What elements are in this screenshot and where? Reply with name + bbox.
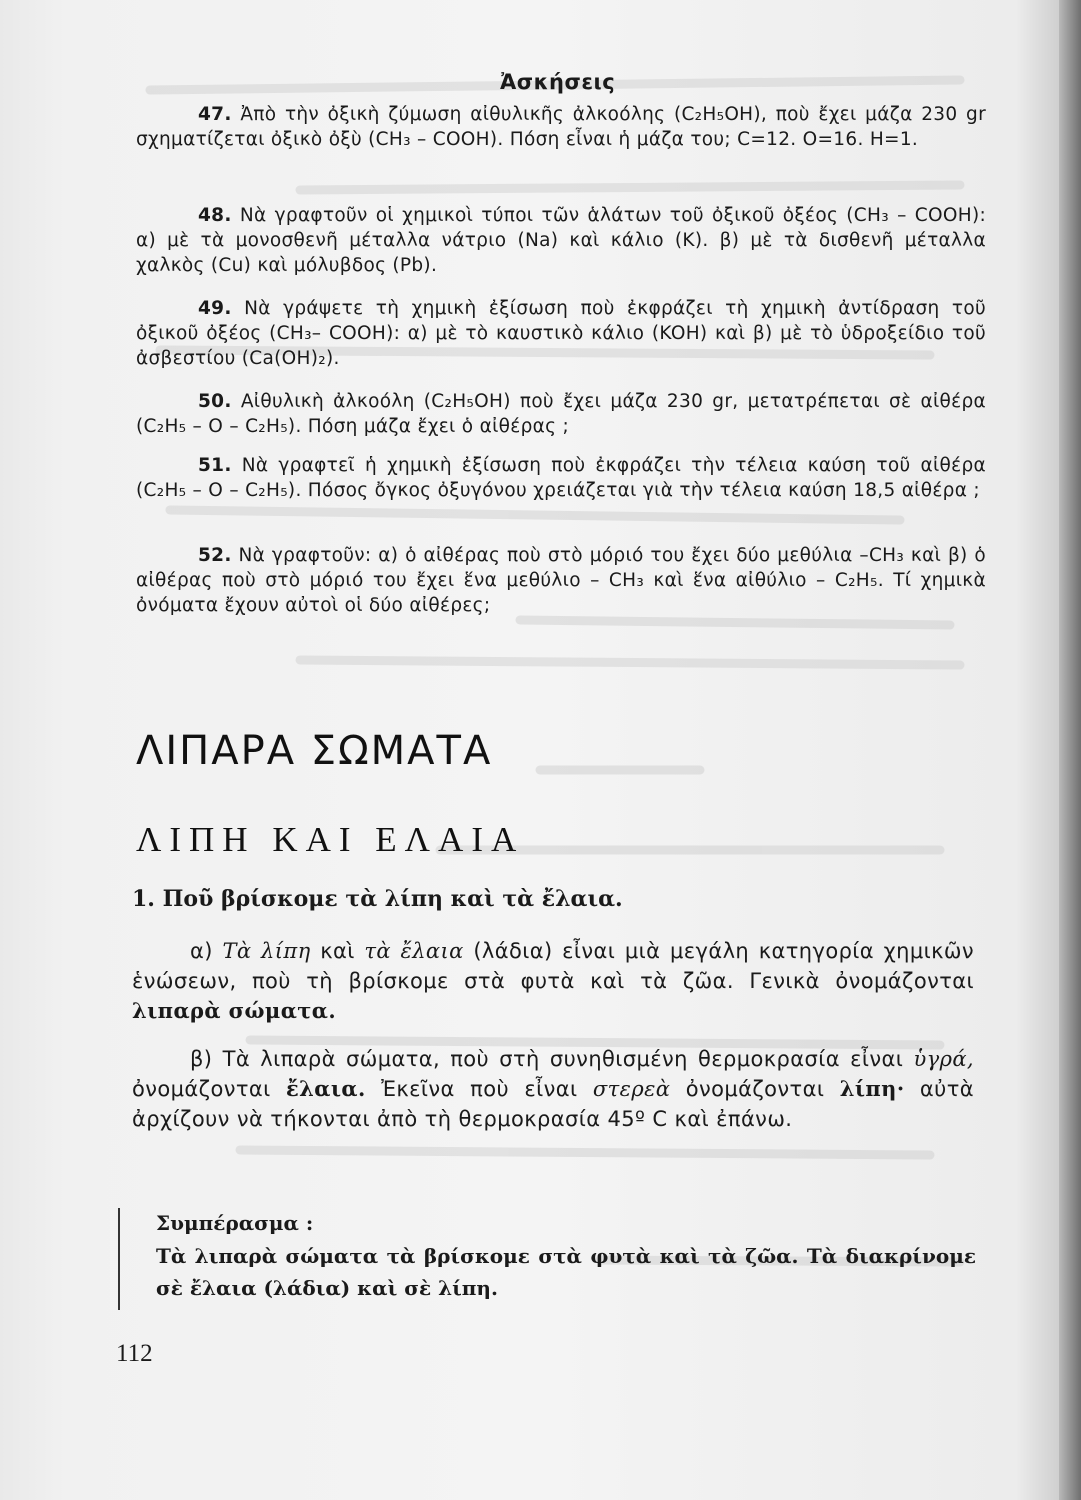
exercise-51 — [136, 453, 986, 503]
ghost-line — [240, 1150, 930, 1155]
exercise-47 — [136, 102, 986, 152]
page-number: 112 — [116, 1340, 153, 1367]
ghost-line — [170, 510, 900, 520]
paragraph-label: α) — [190, 939, 213, 963]
section-title: Ἀσκήσεις — [500, 70, 616, 94]
exercise-49 — [136, 296, 986, 371]
exercise-number: 52. — [198, 545, 232, 566]
bold-term: ἔλαια. — [286, 1076, 366, 1101]
conclusion-box — [118, 1208, 976, 1310]
chapter-title: ΛΙΠΑΡΑ ΣΩΜΑΤΑ — [136, 728, 493, 774]
paragraph-text: Τὰ λιπαρὰ σώματα, ποὺ στὴ συνηθισμένη θερμοκρασία εἶναι — [222, 1047, 904, 1071]
bold-term: λιπαρὰ σώματα. — [132, 998, 337, 1023]
exercise-text: Αἰθυλικὴ ἀλκοόλη (C₂H₅OH) ποὺ ἔχει μάζα 230 gr, μετατρέπεται σὲ αἰθέρα (C₂H₅ – O – C₂H₅). Πόση μάζα ἔχει ὁ αἰθέρας ; — [136, 391, 987, 437]
paragraph-b — [132, 1044, 974, 1134]
paragraph-text: Ἐκεῖνα ποὺ εἶναι — [381, 1077, 578, 1101]
conclusion-title: Συμπέρασμα : — [156, 1211, 314, 1235]
exercise-number: 48. — [198, 205, 232, 226]
exercise-text: Νὰ γραφτοῦν οἱ χημικοὶ τύποι τῶν ἁλάτων τοῦ ὀξικοῦ ὀξέος (CH₃ – COOH): α) μὲ τὰ μονοσθενῆ μέταλλα νάτριο (Na) καὶ κάλιο (K). β) μὲ τὰ δισθενῆ μέταλλα χαλκὸς (Cu) καὶ μόλυβδος (Pb). — [136, 205, 987, 276]
bold-term: λίπη· — [839, 1076, 905, 1101]
paragraph-text: καὶ — [320, 939, 355, 963]
ghost-line — [520, 620, 950, 625]
exercise-number: 50. — [198, 391, 232, 412]
italic-term: ὑγρά, — [913, 1047, 975, 1071]
paragraph-text: (λάδια) εἶναι μιὰ μεγάλη κατηγορία χημικῶν ἑνώσεων, ποὺ τὴ βρίσκομε στὰ φυτὰ καὶ τὰ ζῶα. Γενικὰ ὀνομάζονται — [132, 939, 975, 993]
exercise-number: 49. — [198, 298, 232, 319]
italic-term: Τὰ λίπη — [222, 939, 311, 963]
conclusion-text: Τὰ λιπαρὰ σώματα τὰ βρίσκομε στὰ φυτὰ καὶ τὰ ζῶα. Τὰ διακρίνομε σὲ ἔλαια (λάδια) καὶ σὲ λίπη. — [156, 1244, 976, 1300]
paragraph-text: αὐτὰ ἀρχίζουν νὰ τήκονται ἀπὸ τὴ θερμοκρασία 45º C καὶ ἐπάνω. — [132, 1077, 975, 1131]
ghost-line — [300, 185, 960, 190]
exercise-number: 51. — [198, 455, 232, 476]
chapter-subtitle: ΛΙΠΗ ΚΑΙ ΕΛΑΙΑ — [136, 820, 525, 859]
exercise-number: 47. — [198, 104, 232, 125]
paragraph-text: ὀνομάζονται — [132, 1077, 271, 1101]
exercise-text: Νὰ γράψετε τὴ χημικὴ ἐξίσωση ποὺ ἐκφράζει τὴ χημικὴ ἀντίδραση τοῦ ὀξικοῦ ὀξέος (CH₃– COOH): α) μὲ τὸ καυστικὸ κάλιο (KOH) καὶ β) μὲ τὸ ὑδροξείδιο τοῦ ἀσβεστίου (Ca(OH)₂). — [136, 298, 986, 369]
exercise-52 — [136, 543, 986, 618]
exercise-50 — [136, 389, 986, 439]
ghost-line — [300, 660, 960, 665]
exercise-text: Νὰ γραφτεῖ ἡ χημικὴ ἐξίσωση ποὺ ἐκφράζει τὴν τέλεια καύση τοῦ αἰθέρα (C₂H₅ – O – C₂H₅). Πόσος ὄγκος ὀξυγόνου χρειάζεται γιὰ τὴν τέλεια καύση 18,5 αἰθέρα ; — [136, 455, 986, 501]
exercise-text: Ἀπὸ τὴν ὀξικὴ ζύμωση αἰθυλικῆς ἀλκοόλης (C₂H₅OH), ποὺ ἔχει μάζα 230 gr σχηματίζεται ὀξικὸ ὀξὺ (CH₃ – COOH). Πόση εἶναι ἡ μάζα του; C=12. O=16. H=1. — [136, 104, 986, 150]
paragraph-a — [132, 936, 974, 1026]
page-edge-shadow — [1059, 0, 1081, 1500]
exercise-text: Νὰ γραφτοῦν: α) ὁ αἰθέρας ποὺ στὸ μόριό του ἔχει δύο μεθύλια –CH₃ καὶ β) ὁ αἰθέρας ποὺ στὸ μόριό του ἔχει ἕνα μεθύλιο – CH₃ καὶ ἕνα αἰθύλιο – C₂H₅. Τί χημικὰ ὀνόματα ἔχουν αὐτοὶ οἱ δύο αἰθέρες; — [136, 545, 986, 616]
italic-term: στερεὰ — [592, 1077, 671, 1101]
paragraph-text: ὀνομάζονται — [685, 1077, 825, 1101]
exercise-48 — [136, 203, 986, 278]
question-heading: 1. Ποῦ βρίσκομε τὰ λίπη καὶ τὰ ἔλαια. — [132, 886, 623, 912]
italic-term: τὰ ἔλαια — [364, 939, 464, 963]
paragraph-label: β) — [190, 1047, 213, 1071]
